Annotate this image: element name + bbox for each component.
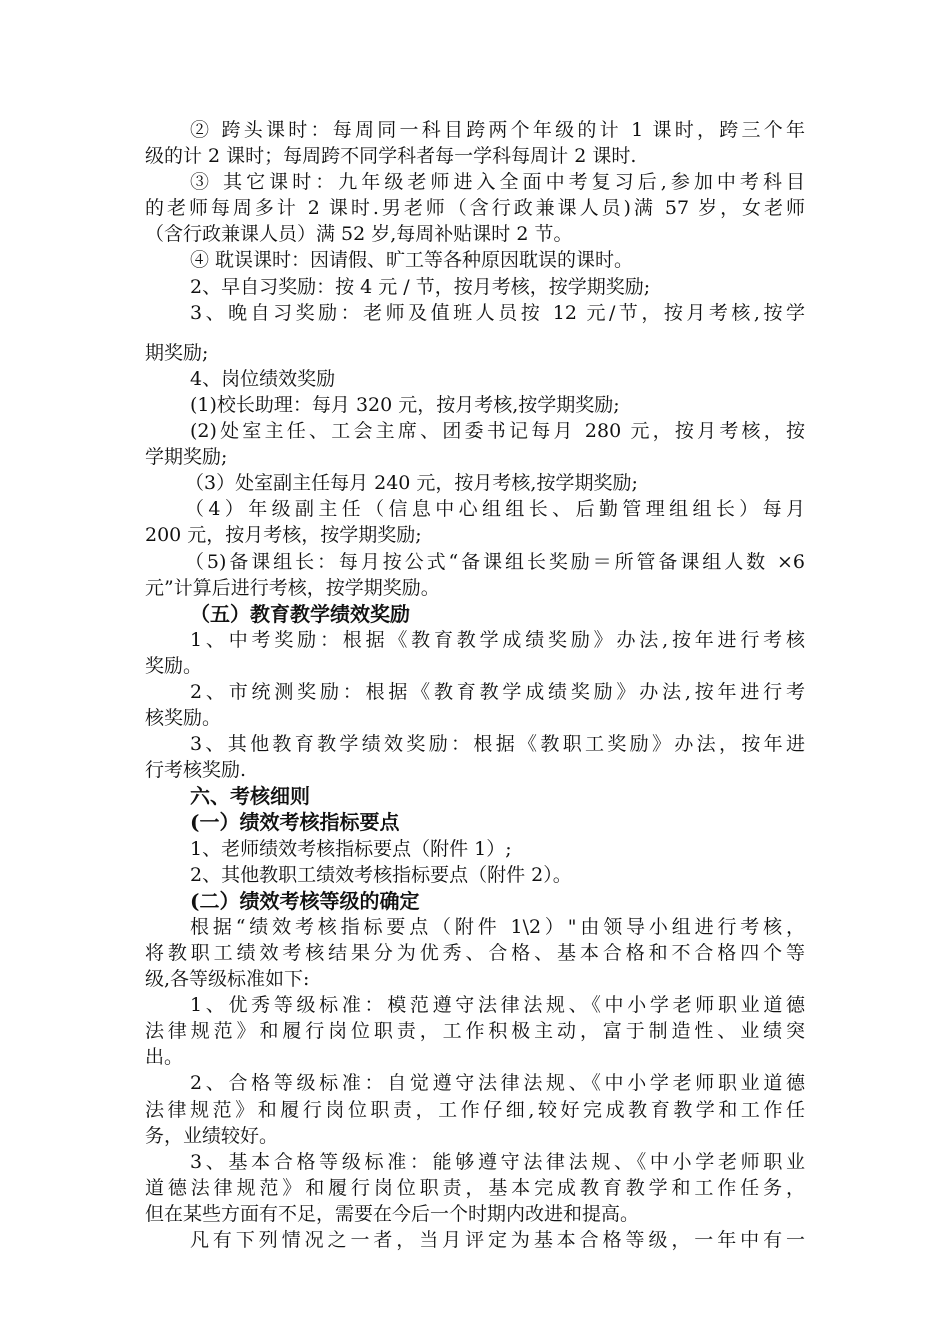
text-line: 出。 (145, 1046, 184, 1068)
text-line: 将教职工绩效考核结果分为优秀、合格、基本合格和不合格四个等 (145, 942, 805, 964)
text-line: 道德法律规范》和履行岗位职责，基本完成教育教学和工作任务， (145, 1177, 805, 1199)
section-heading: （五）教育教学绩效奖励 (190, 602, 410, 626)
text-line: (1)校长助理：每月 320 元，按月考核,按学期奖励; (190, 394, 620, 416)
text-line: 法律规范》和履行岗位职责，工作积极主动，富于制造性、业绩突 (145, 1020, 805, 1042)
text-line: 但在某些方面有不足，需要在今后一个时期内改进和提高。 (145, 1203, 640, 1225)
text-line: 学期奖励; (145, 446, 228, 468)
text-line: （5)备课组长：每月按公式“备课组长奖励＝所管备课组人数 ×6 (185, 551, 805, 573)
text-line: 2、其他教职工绩效考核指标要点（附件 2）。 (190, 864, 572, 886)
text-line: 1、中考奖励：根据《教育教学成绩奖励》办法,按年进行考核 (190, 629, 805, 651)
text-line: 级的计 2 课时；每周跨不同学科者每一学科每周计 2 课时. (145, 145, 637, 167)
text-line: 根据“绩效考核指标要点（附件 1\2）"由领导小组进行考核， (190, 916, 805, 938)
section-heading: 六、考核细则 (190, 784, 310, 808)
section-heading: (二）绩效考核等级的确定 (190, 889, 420, 913)
text-line: ④ 耽误课时：因请假、旷工等各种原因耽误的课时。 (190, 249, 634, 271)
text-line: （4）年级副主任（信息中心组组长、后勤管理组组长）每月 (185, 498, 805, 520)
text-line: ② 跨头课时：每周同一科目跨两个年级的计 1 课时，跨三个年 (190, 119, 805, 141)
text-line: 1、老师绩效考核指标要点（附件 1）; (190, 838, 512, 860)
text-line: 奖励。 (145, 655, 203, 677)
text-line: （含行政兼课人员）满 52 岁,每周补贴课时 2 节。 (145, 223, 573, 245)
text-line: 2、市统测奖励：根据《教育教学成绩奖励》办法,按年进行考 (190, 681, 805, 703)
text-line: ③ 其它课时：九年级老师进入全面中考复习后,参加中考科目 (190, 171, 805, 193)
text-line: 1、优秀等级标准：模范遵守法律法规、《中小学老师职业道德 (190, 994, 805, 1016)
text-line: 3、基本合格等级标准：能够遵守法律法规、《中小学老师职业 (190, 1151, 805, 1173)
text-line: (2)处室主任、工会主席、团委书记每月 280 元，按月考核，按 (190, 420, 805, 442)
section-heading: (一）绩效考核指标要点 (190, 810, 400, 834)
text-line: 期奖励; (145, 342, 209, 364)
text-line: 行考核奖励. (145, 759, 247, 781)
text-line: （3）处室副主任每月 240 元，按月考核,按学期奖励; (185, 472, 638, 494)
text-line: 务，业绩较好。 (145, 1125, 279, 1147)
text-line: 法律规范》和履行岗位职责，工作仔细,较好完成教育教学和工作任 (145, 1099, 805, 1121)
text-line: 3、晚自习奖励：老师及值班人员按 12 元/节，按月考核,按学 (190, 302, 805, 324)
text-line: 4、岗位绩效奖励 (190, 368, 336, 390)
text-line: 元”计算后进行考核，按学期奖励。 (145, 577, 440, 599)
text-line: 核奖励。 (145, 707, 222, 729)
text-line: 的老师每周多计 2 课时.男老师（含行政兼课人员)满 57 岁，女老师 (145, 197, 805, 219)
text-line: 2、早自习奖励：按 4 元 / 节，按月考核，按学期奖励; (190, 276, 651, 298)
text-line: 凡有下列情况之一者，当月评定为基本合格等级，一年中有一 (190, 1229, 805, 1251)
text-line: 2、合格等级标准：自觉遵守法律法规、《中小学老师职业道德 (190, 1072, 805, 1094)
text-line: 200 元，按月考核，按学期奖励; (145, 524, 422, 546)
text-line: 3、其他教育教学绩效奖励：根据《教职工奖励》办法，按年进 (190, 733, 805, 755)
text-line: 级,各等级标准如下: (145, 968, 310, 990)
